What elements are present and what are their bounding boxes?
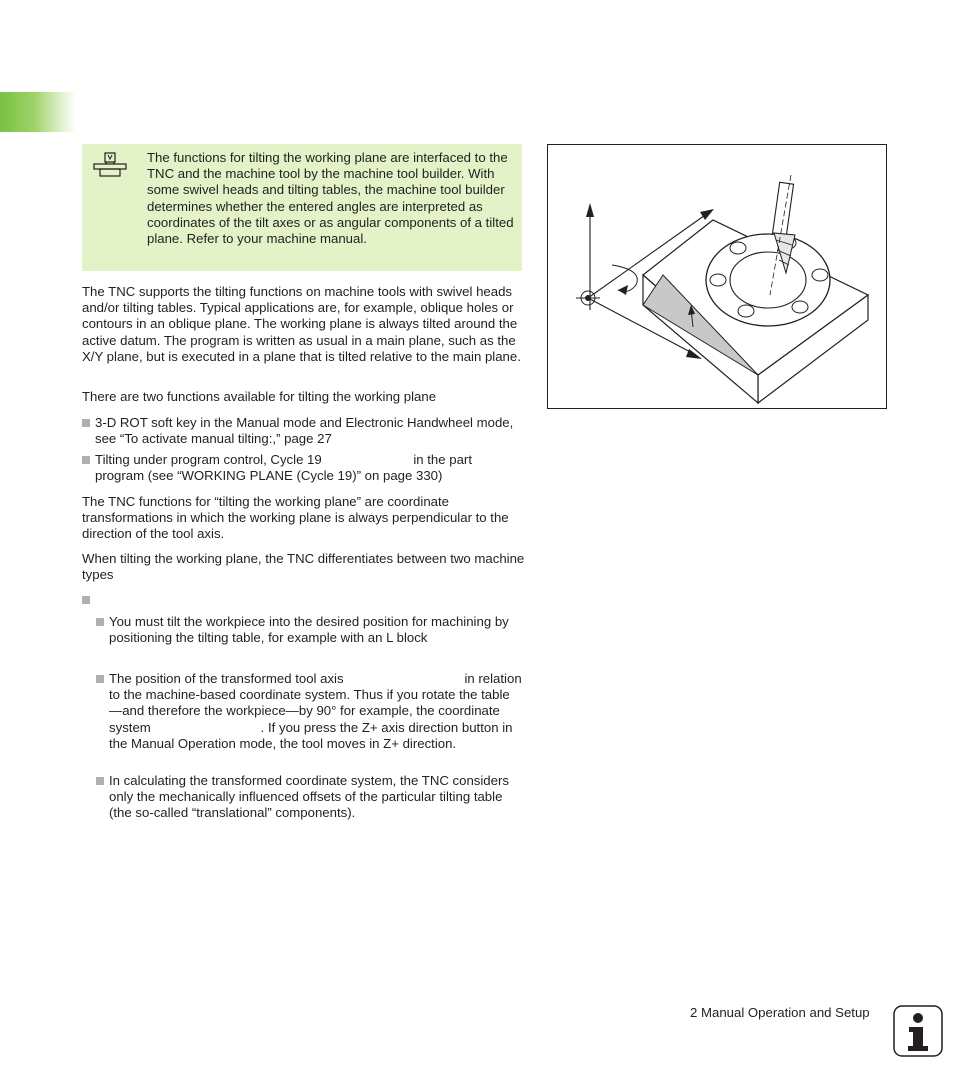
bullet-text: You must tilt the workpiece into the desired position for machining by positioning the tilting table, for example with an L block (109, 614, 509, 646)
intro-paragraph: The TNC supports the tilting functions on machine tools with swivel heads and/or tilting tables. Typical applications are, for example, oblique holes or contours in an oblique plane. The working plane is always tilted around the active datum. The program is written as usual in a main plane, such as the X/Y plane, but is executed in a plane that is tilted relative to the main plane. (82, 284, 521, 364)
machine-tool-icon (92, 152, 128, 182)
sub-bullet-axis (96, 671, 526, 752)
bullet-square-icon (82, 419, 90, 427)
sub-bullet-position (96, 614, 522, 646)
sub-bullet-calc (96, 773, 522, 822)
bullet-square-icon (96, 675, 104, 683)
chapter-footer: 2 Manual Operation and Setup (690, 1005, 870, 1020)
machine-note-box (82, 144, 522, 271)
machine-types-paragraph: When tilting the working plane, the TNC differentiates between two machine types (82, 551, 525, 583)
bullet-cycle19 (82, 452, 522, 484)
tilted-workpiece-illustration (548, 145, 886, 408)
bullet-square-icon (82, 456, 90, 464)
note-text: The functions for tilting the working plane are interfaced to the TNC and the machine tool by the machine tool builder. With some swivel heads and tilting tables, the machine tool builder determines whether the entered angles are interpreted as coordinates of the tilt axes or as angular components of a tilted plane. Refer to your machine manual. (147, 150, 514, 247)
bullet-text: In calculating the transformed coordinate system, the TNC considers only the mechanically influenced offsets of the particular tilting table (the so-called “translational” components). (109, 773, 509, 821)
chapter-tab-marker (0, 92, 76, 132)
two-functions-paragraph: There are two functions available for tilting the working plane (82, 389, 437, 404)
tilted-plane-figure (547, 144, 887, 409)
info-icon[interactable] (893, 1005, 943, 1057)
bullet-text: The position of the transformed tool axis in relation to the machine-based coordinate system. Thus if you rotate the table—and therefore the workpiece—by 90° for example, the coordinate system . If you press the Z+ axis direction button in the Manual Operation mode, the tool moves in Z+ direction. (109, 671, 526, 751)
bullet-square-icon (96, 777, 104, 785)
bullet-rot-softkey (82, 415, 522, 447)
coordinate-transform-paragraph: The TNC functions for “tilting the working plane” are coordinate transformations in which the working plane is always perpendicular to the direction of the tool axis. (82, 494, 509, 542)
bullet-text: 3-D ROT soft key in the Manual mode and Electronic Handwheel mode, see “To activate manual tilting:,” page 27 (95, 415, 514, 447)
bullet-square-icon (82, 596, 90, 604)
bullet-text: Tilting under program control, Cycle 19 in the part program (see “WORKING PLANE (Cycle 19)” on page 330) (95, 452, 476, 484)
bullet-machine-type (82, 592, 522, 608)
bullet-square-icon (96, 618, 104, 626)
